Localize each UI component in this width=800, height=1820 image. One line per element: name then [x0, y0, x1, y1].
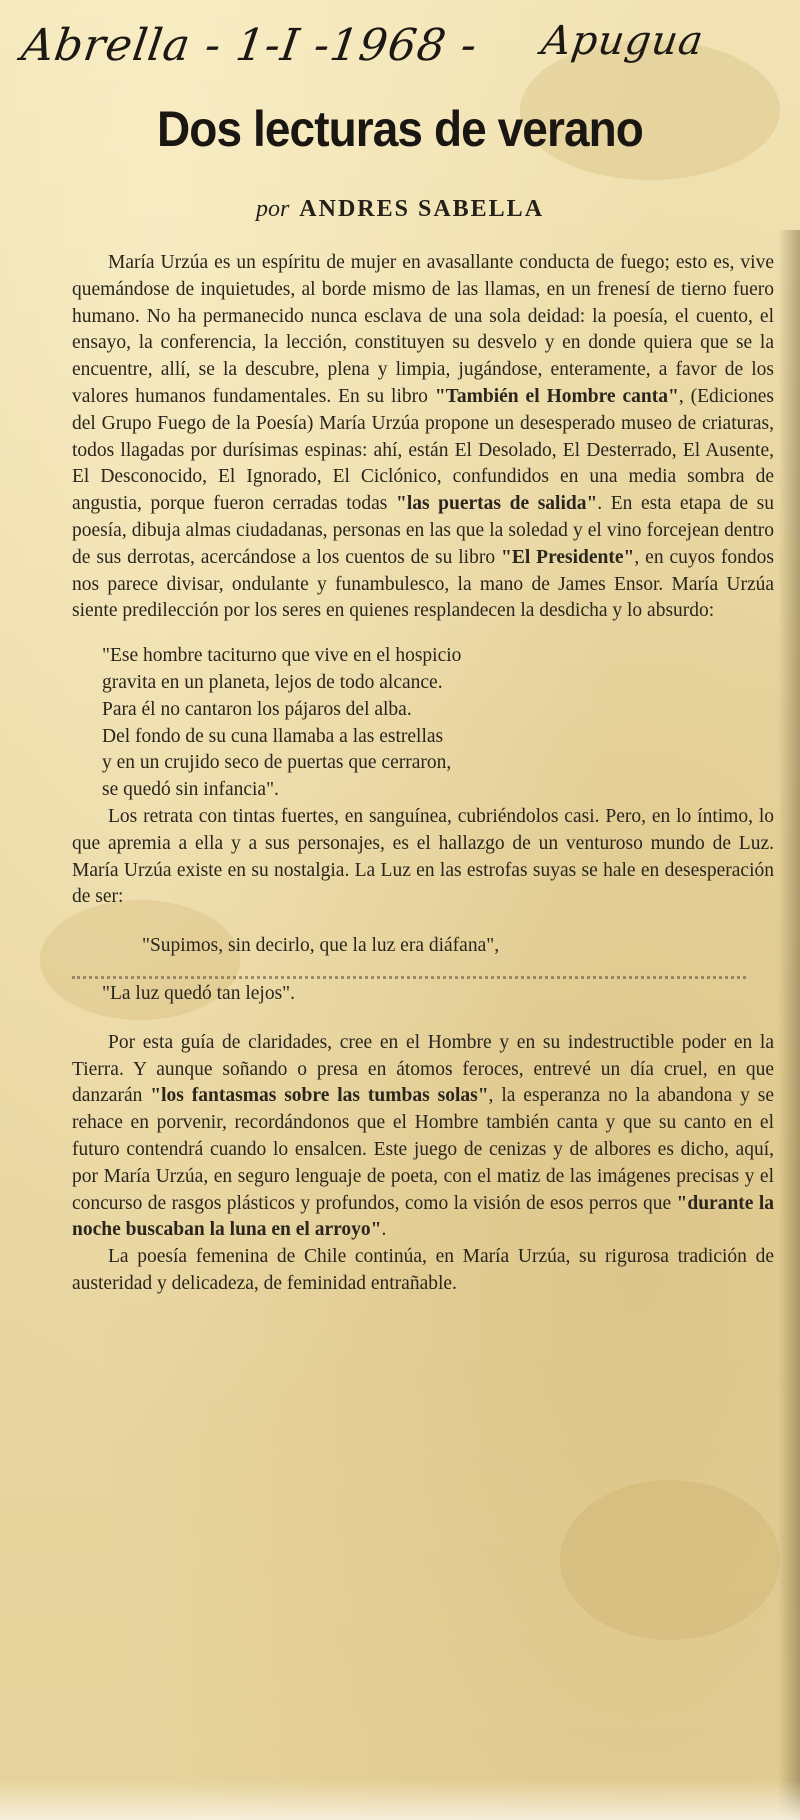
ellipsis-dots: [72, 962, 746, 979]
article-byline: [0, 196, 800, 223]
article-body: [72, 250, 774, 1298]
article-title: Dos lecturas de verano: [157, 101, 643, 157]
handwritten-annotation: [18, 14, 762, 94]
byline-author: ANDRES SABELLA: [299, 196, 545, 222]
inline-quote: "los fantasmas sobre las tumbas solas": [150, 1085, 489, 1107]
paragraph-text: María Urzúa es un espíritu de mujer en avasallante conducta de fuego; esto es, vive quemándose de inquietudes, al borde mismo de las llamas, en un frenesí de tierno fuero humano. No ha permanecido nunca esclava de una sola deidad: la poesía, el cuento, el ensayo, la conferencia, la lección, constituyen su desvelo y en donde quiera que se la encuentre, allí, se la descubre, plena y limpia, jugándose, enteramente, a favor de los valores humanos fundamentales. En su libro: [72, 252, 774, 407]
inline-quote: "durante la noche buscaban la luna en el arroyo": [72, 1192, 774, 1241]
book-title: "El Presidente": [501, 546, 635, 568]
book-title: "También el Hombre canta": [434, 385, 679, 407]
poem-line: se quedó sin infancia".: [102, 779, 279, 801]
paragraph: [72, 1030, 774, 1244]
poem-line: "Ese hombre taciturno que vive en el hospicio: [102, 645, 462, 667]
fold-shadow: [778, 230, 800, 1820]
poem-line: y en un crujido seco de puertas que cerraron,: [102, 752, 452, 774]
paper-stain: [560, 1480, 780, 1640]
bottom-edge: [0, 1780, 800, 1820]
paragraph-text: , la esperanza no la abandona y se rehace en porvenir, recordándonos que el Hombre también canta y que su canto en el futuro contendrá cuando lo ensalcen. Este juego de cenizas y de albores es dicho, aquí, por María Urzúa, en seguro lenguaje de poeta, con el matiz de las imágenes precisas y el concurso de rasgos plásticos y profundos, como la visión de esos perros que: [72, 1085, 775, 1214]
poem-excerpt: [72, 643, 774, 804]
paragraph-text: Por esta guía de claridades, cree en el Hombre y en su indestructible poder en la Tierra. Y aunque soñando o presa en átomos feroces, entrevé un día cruel, en que danzarán: [72, 1031, 774, 1107]
handwritten-date: Abrella - 1-I -1968 -: [18, 20, 481, 71]
spacer: [72, 1008, 774, 1030]
spacer: [72, 911, 774, 933]
verse-quote: "La luz quedó tan lejos".: [102, 982, 295, 1004]
poem-line: gravita en un planeta, lejos de todo alcance.: [102, 671, 443, 693]
poem-line: Del fondo de su cuna llamaba a las estrellas: [102, 725, 444, 747]
paragraph-text: , (Ediciones del Grupo Fuego de la Poesía) María Urzúa propone un desesperado museo de criaturas, todos llagadas por durísimas espinas: ahí, están El Desolado, El Desterrado, El Ausente, El Desconocido, El Ignorado, El Ciclónico, confundidos en una media sombra de angustia, porque fueron cerradas todas: [72, 385, 775, 515]
inline-quote: "las puertas de salida": [396, 493, 598, 515]
byline-prefix: por: [255, 196, 290, 222]
paragraph: La poesía femenina de Chile continúa, en María Urzúa, su rigurosa tradición de austeridad y delicadeza, de feminidad entrañable.: [72, 1246, 774, 1294]
poem-line: Para él no cantaron los pájaros del alba.: [102, 698, 412, 720]
paragraph-text: .: [381, 1219, 387, 1241]
handwritten-signature: Apugua: [538, 18, 707, 64]
verse-quote: "Supimos, sin decirlo, que la luz era diáfana",: [142, 935, 500, 957]
paragraph-text: . En esta etapa de su poesía, dibuja almas ciudadanas, personas en las que la soledad y el vino forcejean dentro de sus derrotas, acercándose a los cuentos de su libro: [72, 493, 775, 568]
paragraph: Los retrata con tintas fuertes, en sanguínea, cubriéndolos casi. Pero, en lo íntimo, lo que apremia a ella y a sus personajes, es el hallazgo de un venturoso mundo de Luz. María Urzúa existe en su nostalgia. La Luz en las estrofas suyas se hale en desesperación de ser:: [72, 805, 774, 908]
paragraph: [72, 250, 774, 625]
spacer: [72, 625, 774, 643]
paragraph-text: , en cuyos fondos nos parece divisar, ondulante y funambulesco, la mano de James Ensor. María Urzúa siente predilección por los seres en quienes resplandecen la desdicha y lo absurdo:: [72, 546, 775, 622]
